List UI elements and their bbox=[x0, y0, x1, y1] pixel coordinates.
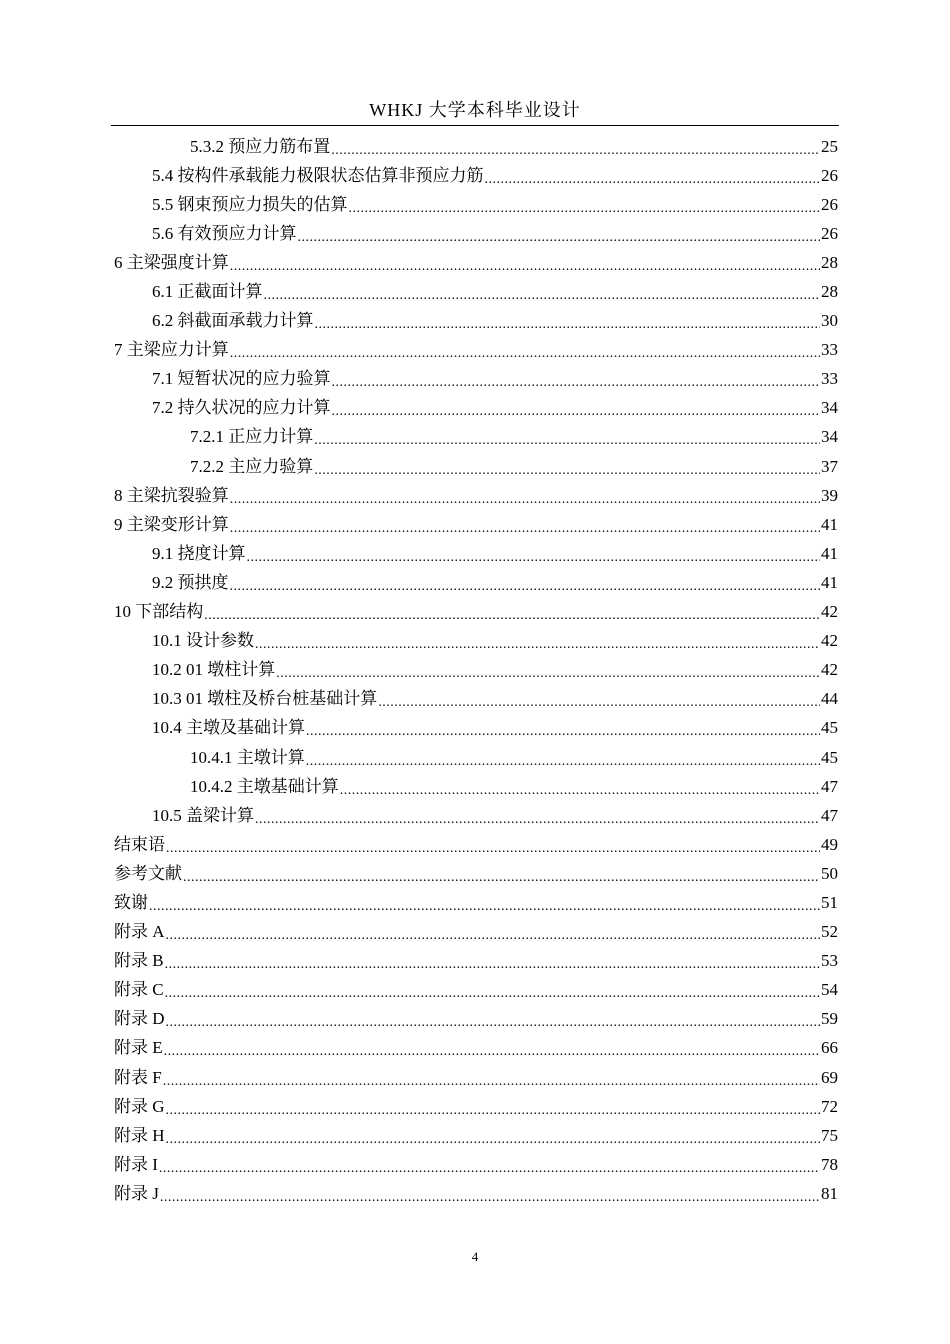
toc-entry[interactable] bbox=[112, 336, 838, 365]
toc-entry[interactable] bbox=[112, 452, 838, 481]
toc-dot-leader bbox=[255, 810, 820, 830]
toc-dot-leader bbox=[349, 199, 821, 219]
toc-entry[interactable] bbox=[112, 1179, 838, 1208]
toc-entry-title: 附录 D bbox=[114, 1009, 165, 1029]
toc-entry-page: 45 bbox=[821, 747, 838, 767]
toc-entry-title: 附录 J bbox=[114, 1183, 159, 1203]
toc-entry-title: 附录 C bbox=[114, 980, 164, 1000]
toc-entry-page: 54 bbox=[821, 980, 838, 1000]
toc-entry[interactable] bbox=[112, 685, 838, 714]
toc-entry[interactable] bbox=[112, 248, 838, 277]
toc-entry-title: 7.2 持久状况的应力计算 bbox=[152, 398, 331, 418]
toc-entry[interactable] bbox=[112, 1092, 838, 1121]
toc-entry-page: 34 bbox=[821, 398, 838, 418]
toc-entry-page: 59 bbox=[821, 1009, 838, 1029]
toc-entry[interactable] bbox=[112, 423, 838, 452]
toc-entry-title: 8 主梁抗裂验算 bbox=[114, 485, 229, 505]
toc-dot-leader bbox=[160, 1188, 820, 1208]
toc-dot-leader bbox=[165, 955, 820, 975]
toc-entry-page: 51 bbox=[821, 892, 838, 912]
toc-entry-title: 附录 I bbox=[114, 1154, 158, 1174]
toc-dot-leader bbox=[230, 257, 820, 277]
header-rule bbox=[111, 125, 839, 126]
toc-entry-title: 附录 E bbox=[114, 1038, 163, 1058]
toc-entry-page: 50 bbox=[821, 863, 838, 883]
toc-entry[interactable] bbox=[112, 947, 838, 976]
toc-entry-page: 78 bbox=[821, 1154, 838, 1174]
toc-entry-page: 37 bbox=[821, 456, 838, 476]
toc-entry-page: 34 bbox=[821, 427, 838, 447]
toc-entry-page: 42 bbox=[821, 660, 838, 680]
toc-entry-title: 10.3 01 墩柱及桥台桩基础计算 bbox=[152, 689, 378, 709]
toc-entry[interactable] bbox=[112, 161, 838, 190]
toc-dot-leader bbox=[332, 373, 821, 393]
toc-entry-title: 7.2.1 正应力计算 bbox=[190, 427, 314, 447]
toc-entry-title: 10.4 主墩及基础计算 bbox=[152, 718, 305, 738]
toc-entry-page: 28 bbox=[821, 252, 838, 272]
toc-dot-leader bbox=[340, 781, 820, 801]
toc-entry-title: 致谢 bbox=[114, 892, 148, 912]
toc-entry[interactable] bbox=[112, 510, 838, 539]
toc-entry-title: 5.3.2 预应力筋布置 bbox=[190, 136, 331, 156]
toc-entry-page: 26 bbox=[821, 194, 838, 214]
toc-entry[interactable] bbox=[112, 219, 838, 248]
toc-entry[interactable] bbox=[112, 481, 838, 510]
toc-entry[interactable] bbox=[112, 830, 838, 859]
toc-dot-leader bbox=[332, 402, 821, 422]
toc-entry-title: 6.2 斜截面承载力计算 bbox=[152, 311, 314, 331]
toc-entry[interactable] bbox=[112, 1005, 838, 1034]
toc-entry-page: 72 bbox=[821, 1096, 838, 1116]
toc-dot-leader bbox=[164, 1042, 820, 1062]
toc-entry-page: 81 bbox=[821, 1183, 838, 1203]
toc-dot-leader bbox=[306, 752, 820, 772]
toc-dot-leader bbox=[159, 1159, 820, 1179]
toc-entry[interactable] bbox=[112, 1121, 838, 1150]
toc-entry[interactable] bbox=[112, 627, 838, 656]
toc-entry[interactable] bbox=[112, 132, 838, 161]
toc-entry-title: 10 下部结构 bbox=[114, 602, 204, 622]
toc-dot-leader bbox=[204, 606, 820, 626]
toc-entry-page: 28 bbox=[821, 282, 838, 302]
toc-dot-leader bbox=[163, 1072, 820, 1092]
toc-dot-leader bbox=[314, 461, 820, 481]
toc-entry-page: 26 bbox=[821, 165, 838, 185]
toc-entry[interactable] bbox=[112, 801, 838, 830]
toc-entry-title: 7.1 短暂状况的应力验算 bbox=[152, 369, 331, 389]
toc-entry[interactable] bbox=[112, 598, 838, 627]
toc-dot-leader bbox=[166, 1101, 820, 1121]
toc-entry-page: 41 bbox=[821, 543, 838, 563]
toc-entry-title: 10.4.2 主墩基础计算 bbox=[190, 776, 339, 796]
toc-entry-title: 附表 F bbox=[114, 1067, 162, 1087]
toc-entry[interactable] bbox=[112, 365, 838, 394]
toc-entry-title: 附录 A bbox=[114, 922, 165, 942]
toc-entry-title: 7 主梁应力计算 bbox=[114, 340, 229, 360]
table-of-contents bbox=[112, 132, 838, 1208]
toc-entry-title: 9.1 挠度计算 bbox=[152, 543, 246, 563]
toc-entry-page: 66 bbox=[821, 1038, 838, 1058]
toc-entry[interactable] bbox=[112, 918, 838, 947]
toc-dot-leader bbox=[247, 548, 821, 568]
toc-entry-title: 5.6 有效预应力计算 bbox=[152, 223, 297, 243]
toc-entry-page: 42 bbox=[821, 602, 838, 622]
page-number: 4 bbox=[471, 1249, 479, 1264]
page-header: WHKJ 大学本科毕业设计 bbox=[369, 100, 581, 120]
toc-entry-title: 9 主梁变形计算 bbox=[114, 514, 229, 534]
toc-entry[interactable] bbox=[112, 1063, 838, 1092]
toc-entry-title: 参考文献 bbox=[114, 863, 182, 883]
toc-entry-page: 47 bbox=[821, 776, 838, 796]
toc-entry-title: 10.4.1 主墩计算 bbox=[190, 747, 305, 767]
toc-entry[interactable] bbox=[112, 539, 838, 568]
toc-entry-page: 45 bbox=[821, 718, 838, 738]
toc-entry-page: 41 bbox=[821, 514, 838, 534]
toc-dot-leader bbox=[166, 1013, 820, 1033]
toc-entry-title: 附录 B bbox=[114, 951, 164, 971]
toc-entry[interactable] bbox=[112, 1034, 838, 1063]
toc-entry-page: 33 bbox=[821, 340, 838, 360]
toc-entry-title: 附录 G bbox=[114, 1096, 165, 1116]
toc-dot-leader bbox=[306, 722, 820, 742]
toc-entry-title: 结束语 bbox=[114, 834, 165, 854]
toc-entry[interactable] bbox=[112, 656, 838, 685]
toc-entry-title: 附录 H bbox=[114, 1125, 165, 1145]
toc-dot-leader bbox=[166, 926, 820, 946]
toc-dot-leader bbox=[165, 984, 820, 1004]
toc-entry-page: 30 bbox=[821, 311, 838, 331]
toc-entry-title: 10.1 设计参数 bbox=[152, 631, 254, 651]
toc-entry[interactable] bbox=[112, 976, 838, 1005]
toc-dot-leader bbox=[230, 490, 820, 510]
toc-entry[interactable] bbox=[112, 568, 838, 597]
toc-entry[interactable] bbox=[112, 307, 838, 336]
toc-entry-page: 47 bbox=[821, 805, 838, 825]
toc-dot-leader bbox=[183, 868, 820, 888]
toc-entry[interactable] bbox=[112, 772, 838, 801]
toc-dot-leader bbox=[166, 1130, 820, 1150]
toc-entry-page: 53 bbox=[821, 951, 838, 971]
toc-dot-leader bbox=[331, 141, 820, 161]
toc-dot-leader bbox=[315, 315, 821, 335]
toc-dot-leader bbox=[230, 519, 820, 539]
toc-dot-leader bbox=[378, 693, 820, 713]
toc-dot-leader bbox=[230, 577, 821, 597]
toc-entry-title: 10.5 盖梁计算 bbox=[152, 805, 254, 825]
toc-dot-leader bbox=[485, 170, 821, 190]
toc-entry-page: 41 bbox=[821, 572, 838, 592]
toc-entry-page: 33 bbox=[821, 369, 838, 389]
toc-entry-page: 52 bbox=[821, 922, 838, 942]
toc-entry-title: 6 主梁强度计算 bbox=[114, 252, 229, 272]
toc-entry[interactable] bbox=[112, 859, 838, 888]
toc-entry[interactable] bbox=[112, 1150, 838, 1179]
toc-entry-page: 49 bbox=[821, 834, 838, 854]
toc-dot-leader bbox=[314, 431, 820, 451]
toc-entry-title: 6.1 正截面计算 bbox=[152, 282, 263, 302]
toc-entry-page: 69 bbox=[821, 1067, 838, 1087]
toc-entry[interactable] bbox=[112, 888, 838, 917]
toc-entry-title: 5.5 钢束预应力损失的估算 bbox=[152, 194, 348, 214]
toc-dot-leader bbox=[255, 635, 820, 655]
toc-entry-page: 42 bbox=[821, 631, 838, 651]
toc-dot-leader bbox=[166, 839, 820, 859]
toc-dot-leader bbox=[264, 286, 821, 306]
toc-dot-leader bbox=[149, 897, 820, 917]
toc-entry[interactable] bbox=[112, 190, 838, 219]
toc-entry[interactable] bbox=[112, 743, 838, 772]
toc-dot-leader bbox=[298, 228, 821, 248]
toc-entry[interactable] bbox=[112, 394, 838, 423]
toc-dot-leader bbox=[230, 344, 820, 364]
toc-entry[interactable] bbox=[112, 714, 838, 743]
toc-entry-page: 75 bbox=[821, 1125, 838, 1145]
toc-dot-leader bbox=[276, 664, 820, 684]
toc-entry-page: 39 bbox=[821, 485, 838, 505]
toc-entry-title: 5.4 按构件承载能力极限状态估算非预应力筋 bbox=[152, 165, 484, 185]
toc-entry[interactable] bbox=[112, 277, 838, 306]
toc-entry-page: 44 bbox=[821, 689, 838, 709]
toc-entry-title: 7.2.2 主应力验算 bbox=[190, 456, 314, 476]
toc-entry-page: 25 bbox=[821, 136, 838, 156]
toc-entry-page: 26 bbox=[821, 223, 838, 243]
toc-entry-title: 10.2 01 墩柱计算 bbox=[152, 660, 276, 680]
toc-entry-title: 9.2 预拱度 bbox=[152, 572, 229, 592]
